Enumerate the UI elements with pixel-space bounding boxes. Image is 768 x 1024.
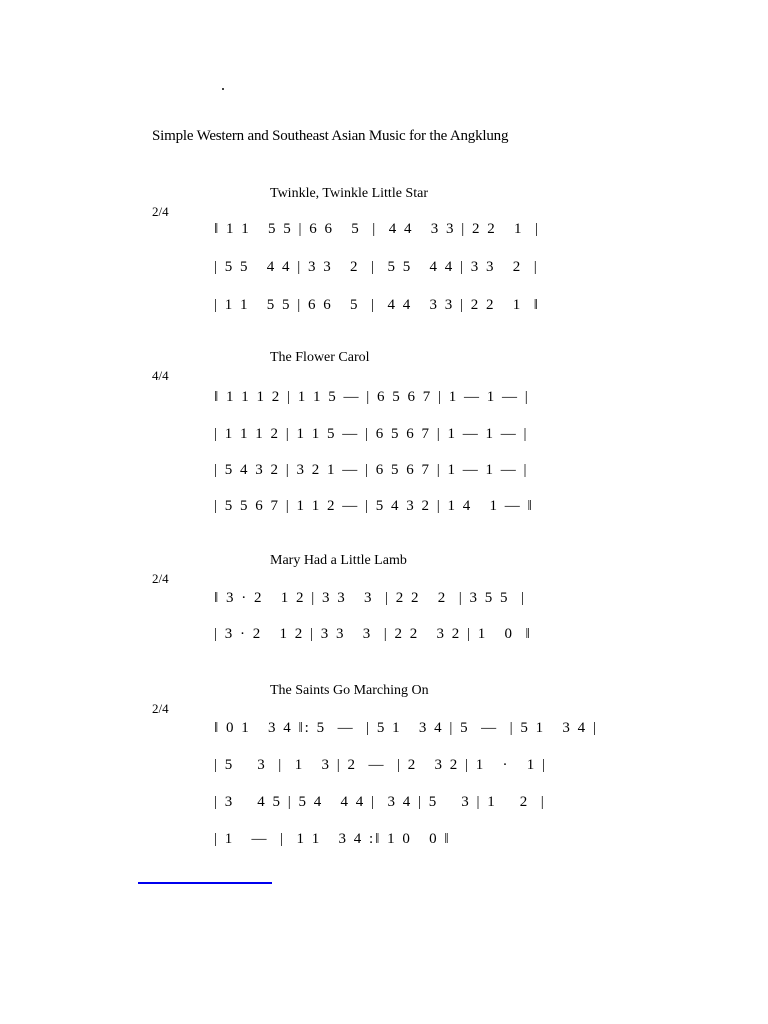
time-signature: 2/4 — [152, 701, 169, 716]
notation-line: | 1 1 5 5 | 6 6 5 | 4 4 3 3 | 2 2 1 ‖ — [214, 297, 540, 313]
song-title: Twinkle, Twinkle Little Star — [270, 186, 428, 201]
notation-line: | 3 · 2 1 2 | 3 3 3 | 2 2 3 2 | 1 0 ‖ — [214, 626, 532, 642]
notation-line: ‖ 1 1 5 5 | 6 6 5 | 4 4 3 3 | 2 2 1 | — [214, 221, 540, 237]
notation-line: | 5 5 4 4 | 3 3 2 | 5 5 4 4 | 3 3 2 | — [214, 259, 539, 275]
notation-line: | 1 — | 1 1 3 4 :‖ 1 0 0 ‖ — [214, 831, 451, 847]
notation-line: ‖ 1 1 1 2 | 1 1 5 — | 6 5 6 7 | 1 — 1 — | — [214, 389, 530, 405]
hyperlink-underline[interactable] — [138, 882, 272, 884]
notation-line: | 5 4 3 2 | 3 2 1 — | 6 5 6 7 | 1 — 1 — | — [214, 462, 529, 478]
time-signature: 2/4 — [152, 571, 169, 586]
document-title: Simple Western and Southeast Asian Music for the Angklung — [152, 128, 509, 144]
notation-line: ‖ 0 1 3 4 ‖: 5 — | 5 1 3 4 | 5 — | 5 1 3 4 | — [214, 720, 598, 736]
notation-line: | 5 5 6 7 | 1 1 2 — | 5 4 3 2 | 1 4 1 — ‖ — [214, 498, 534, 514]
song-title: The Saints Go Marching On — [270, 683, 429, 698]
time-signature: 4/4 — [152, 368, 169, 383]
notation-line: | 5 3 | 1 3 | 2 — | 2 3 2 | 1 · 1 | — [214, 757, 548, 773]
notation-line: | 1 1 1 2 | 1 1 5 — | 6 5 6 7 | 1 — 1 — | — [214, 426, 529, 442]
stray-dot-mark — [222, 88, 224, 90]
notation-line: | 3 4 5 | 5 4 4 4 | 3 4 | 5 3 | 1 2 | — [214, 794, 546, 810]
time-signature: 2/4 — [152, 204, 169, 219]
song-title: Mary Had a Little Lamb — [270, 553, 407, 568]
song-title: The Flower Carol — [270, 350, 370, 365]
notation-line: ‖ 3 · 2 1 2 | 3 3 3 | 2 2 2 | 3 5 5 | — [214, 590, 526, 606]
